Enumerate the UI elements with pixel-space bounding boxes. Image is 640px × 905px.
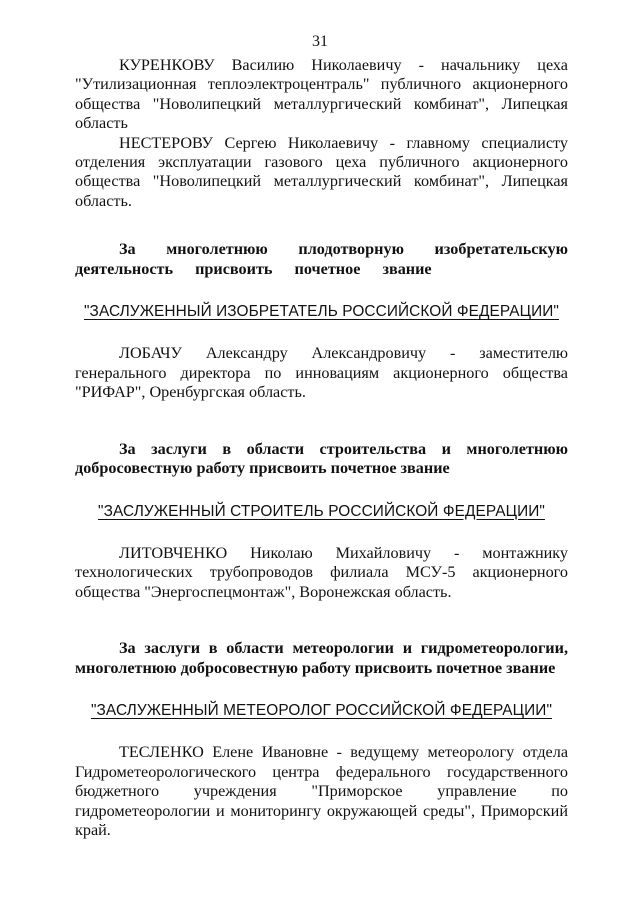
decree-meteorologist: За заслуги в области метеорологии и гидрометеорологии, многолетнюю добросовестную работу присвоить почетное звание (75, 639, 568, 677)
document-body (75, 56, 568, 840)
award-recipient-lobach: ЛОБАЧУ Александру Александровичу - заместителю генерального директора по инновациям акционерного общества "РИФАР", Оренбургская область. (75, 344, 568, 402)
decree-inventor: За многолетнюю плодотворную изобретательскую деятельность присвоить почетное звание (75, 240, 568, 278)
page-number: 31 (312, 33, 328, 50)
honorary-title-meteorologist: "ЗАСЛУЖЕННЫЙ МЕТЕОРОЛОГ РОССИЙСКОЙ ФЕДЕРАЦИИ" (90, 701, 553, 719)
award-recipient-litovchenko: ЛИТОВЧЕНКО Николаю Михайловичу - монтажнику технологических трубопроводов филиала МСУ-5 акционерного общества "Энергоспецмонтаж", Воронежская область. (75, 543, 568, 601)
decree-builder: За заслуги в области строительства и многолетнюю добросовестную работу присвоить почетное звание (75, 439, 568, 478)
honorary-title-builder: "ЗАСЛУЖЕННЫЙ СТРОИТЕЛЬ РОССИЙСКОЙ ФЕДЕРАЦИИ" (98, 502, 545, 520)
award-recipient-teslenko: ТЕСЛЕНКО Елене Ивановне - ведущему метеорологу отдела Гидрометеорологического центра федерального государственного бюджетного учреждения "Приморское управление по гидрометеорологии и мониторингу окружающей среды", Приморский край. (75, 743, 568, 839)
honorary-title-inventor: "ЗАСЛУЖЕННЫЙ ИЗОБРЕТАТЕЛЬ РОССИЙСКОЙ ФЕДЕРАЦИИ" (83, 303, 559, 321)
award-recipient-nesterov: НЕСТЕРОВУ Сергею Николаевичу - главному специалисту отделения эксплуатации газового цеха публичного акционерного общества "Новолипецкий металлургический комбинат", Липецкая область. (75, 133, 568, 210)
award-recipient-kurenkov: КУРЕНКОВУ Василию Николаевичу - начальнику цеха "Утилизационная теплоэлектроцентраль" публичного акционерного общества "Новолипецкий металлургический комбинат", Липецкая область (75, 56, 568, 133)
